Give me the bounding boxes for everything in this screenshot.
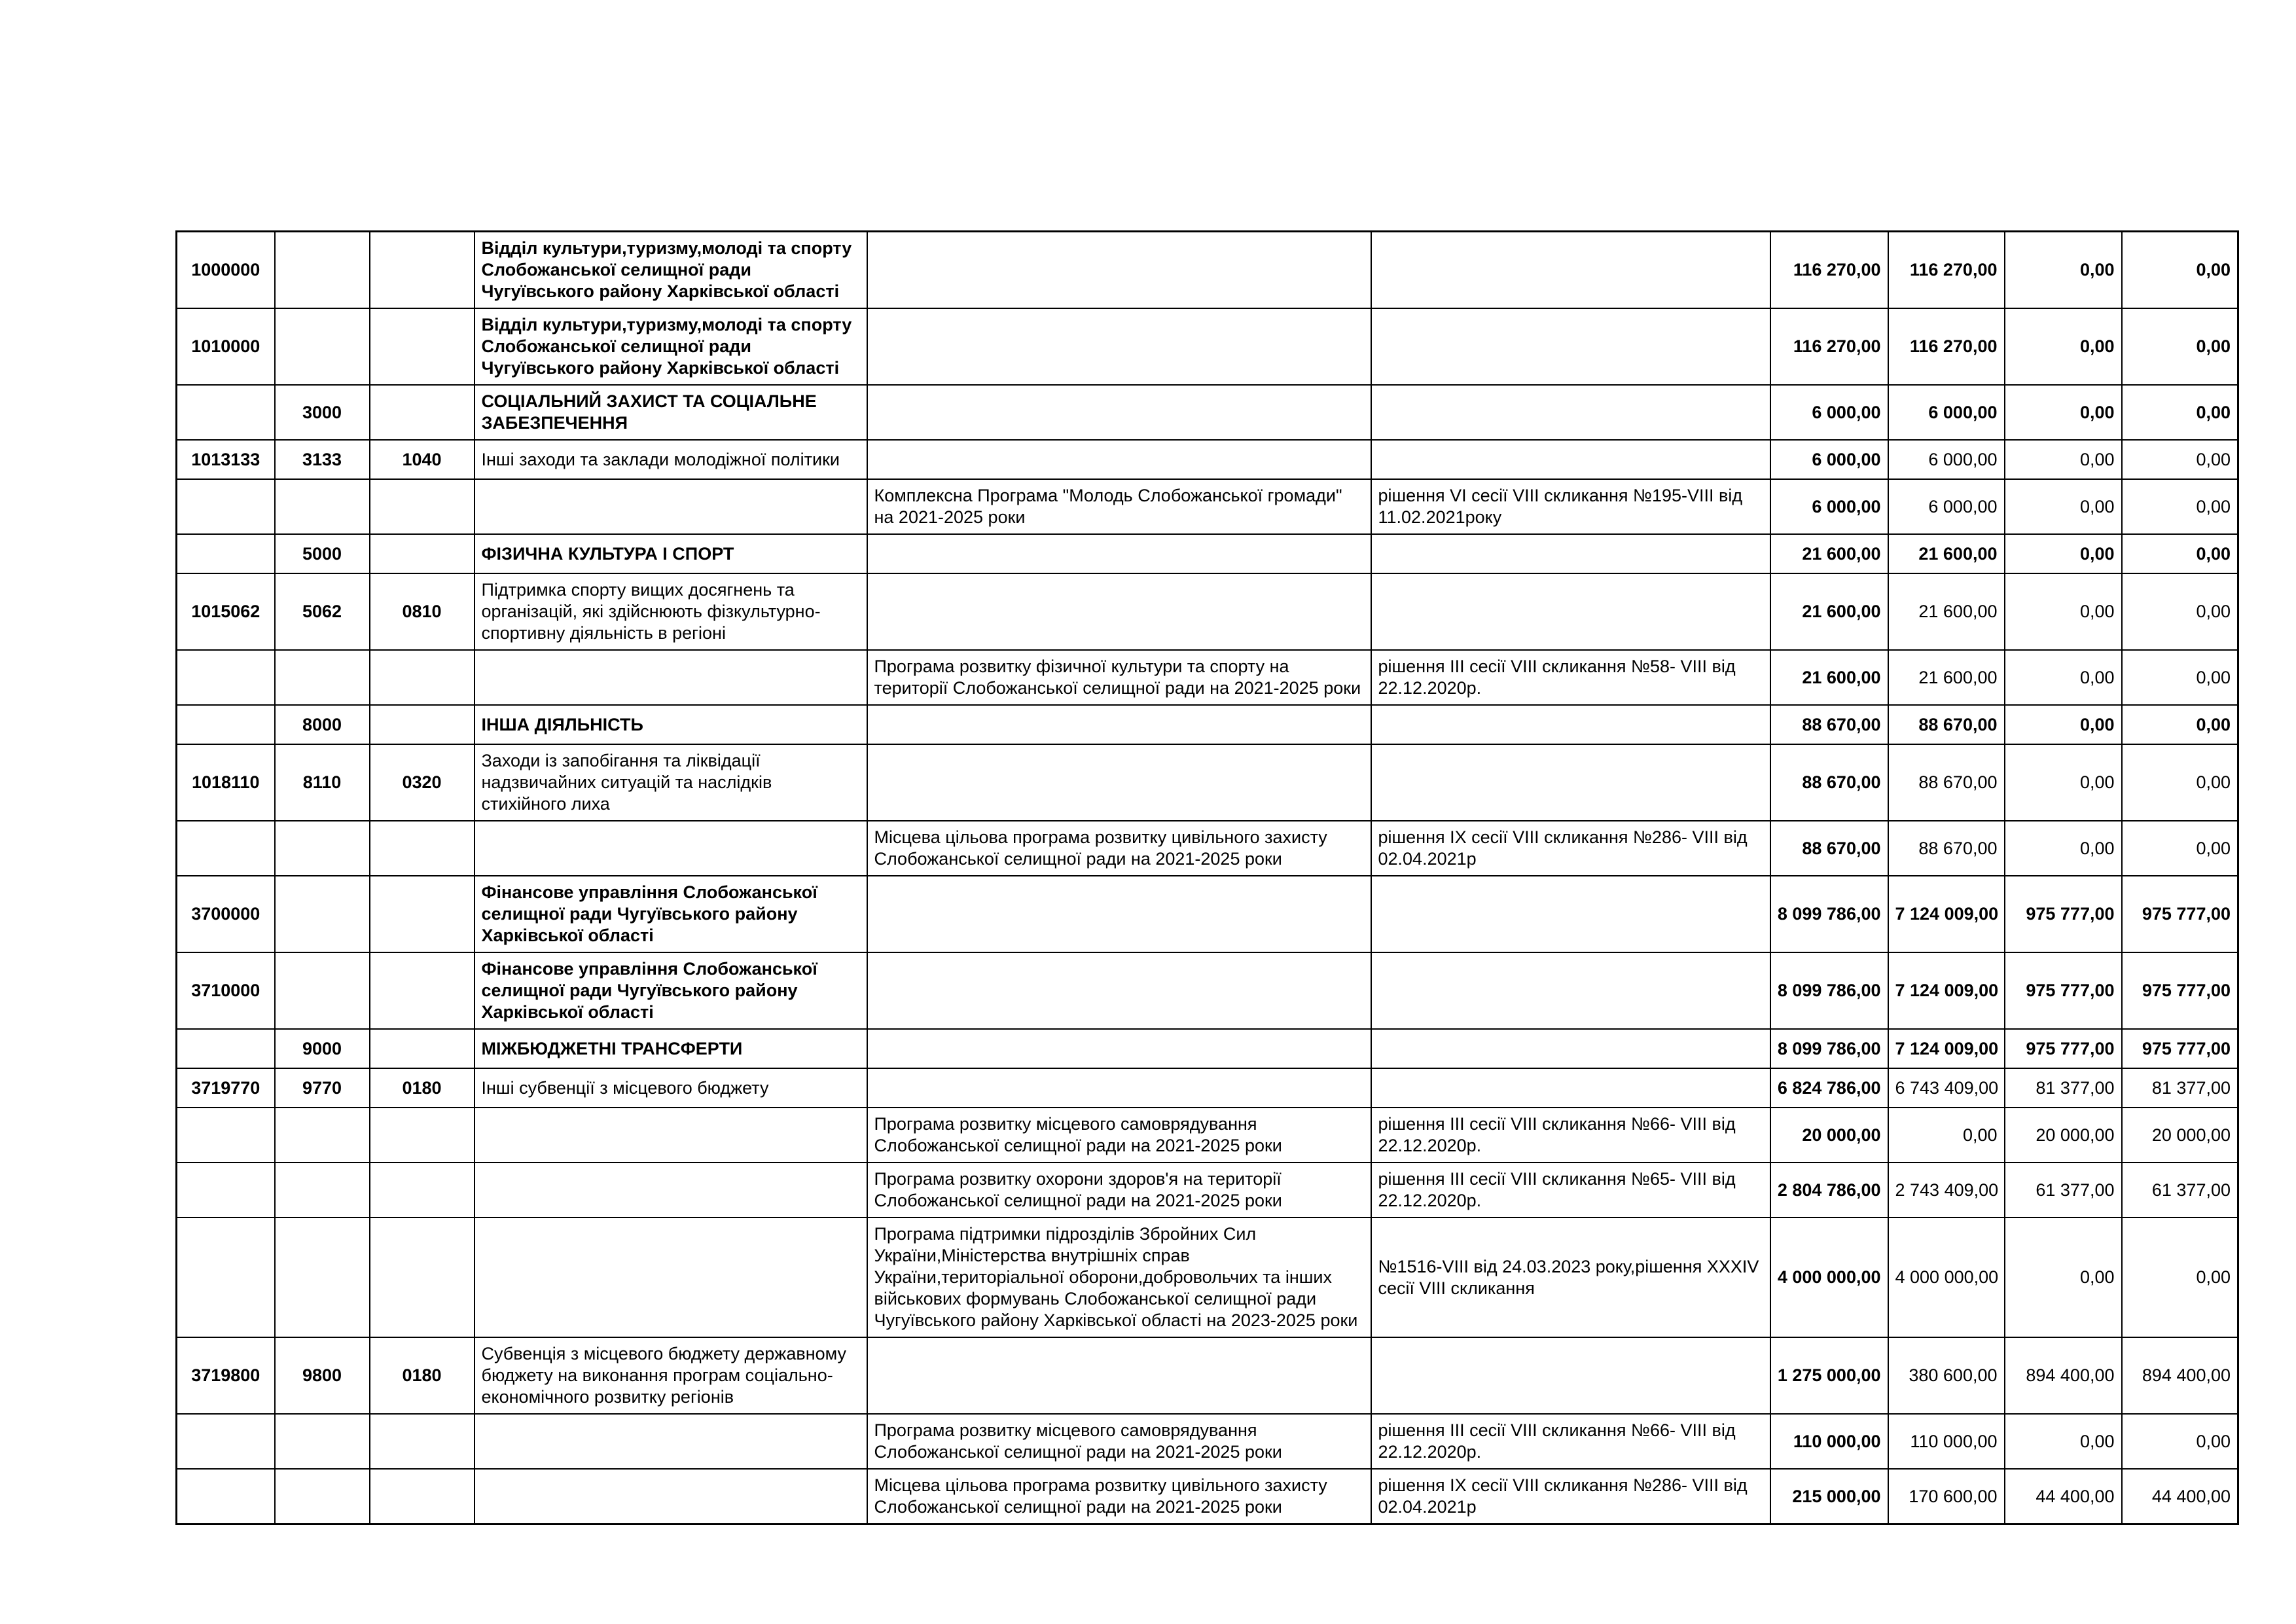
cell-program: Програма розвитку місцевого самоврядування Слобожанської селищної ради на 2021-2025 роки (867, 1108, 1371, 1163)
cell-code1 (177, 1218, 275, 1337)
table-row (177, 479, 2238, 534)
cell-program: Програма розвитку фізичної культури та спорту на території Слобожанської селищної ради на 2021-2025 роки (867, 650, 1371, 705)
cell-v3: 975 777,00 (2005, 1029, 2122, 1068)
table-row (177, 534, 2238, 573)
cell-v1: 20 000,00 (1770, 1108, 1888, 1163)
cell-v2: 7 124 009,00 (1888, 952, 2005, 1029)
cell-code3 (370, 232, 475, 309)
table-row (177, 573, 2238, 650)
cell-code1 (177, 705, 275, 744)
cell-name (475, 1218, 867, 1337)
cell-code3 (370, 534, 475, 573)
cell-code3 (370, 385, 475, 440)
cell-v1: 1 275 000,00 (1770, 1337, 1888, 1414)
cell-code2 (275, 876, 370, 952)
cell-name (475, 1163, 867, 1218)
cell-v1: 88 670,00 (1770, 744, 1888, 821)
cell-code3 (370, 1414, 475, 1469)
cell-decision (1371, 232, 1770, 309)
cell-v2: 88 670,00 (1888, 705, 2005, 744)
cell-v1: 6 000,00 (1770, 440, 1888, 479)
cell-code3: 0810 (370, 573, 475, 650)
cell-v3: 0,00 (2005, 479, 2122, 534)
cell-v4: 975 777,00 (2122, 1029, 2238, 1068)
cell-v2: 7 124 009,00 (1888, 876, 2005, 952)
cell-v1: 88 670,00 (1770, 705, 1888, 744)
cell-v3: 20 000,00 (2005, 1108, 2122, 1163)
cell-v3: 61 377,00 (2005, 1163, 2122, 1218)
cell-program (867, 573, 1371, 650)
cell-name: Відділ культури,туризму,молоді та спорту Слобожанської селищної ради Чугуївського району Харківської області (475, 308, 867, 385)
cell-decision (1371, 385, 1770, 440)
cell-program: Програма розвитку місцевого самоврядування Слобожанської селищної ради на 2021-2025 роки (867, 1414, 1371, 1469)
cell-name: Заходи із запобігання та ліквідації надзвичайних ситуацій та наслідків стихійного лиха (475, 744, 867, 821)
cell-v4: 0,00 (2122, 650, 2238, 705)
cell-code1: 1018110 (177, 744, 275, 821)
cell-code3 (370, 1108, 475, 1163)
cell-code1 (177, 1414, 275, 1469)
cell-v2: 21 600,00 (1888, 573, 2005, 650)
cell-program (867, 952, 1371, 1029)
cell-v4: 894 400,00 (2122, 1337, 2238, 1414)
cell-v2: 0,00 (1888, 1108, 2005, 1163)
cell-decision: рішення III сесії VIII скликання №66- VIII від 22.12.2020р. (1371, 1108, 1770, 1163)
cell-code1: 3719800 (177, 1337, 275, 1414)
cell-v4: 0,00 (2122, 479, 2238, 534)
cell-v1: 21 600,00 (1770, 650, 1888, 705)
cell-v2: 21 600,00 (1888, 534, 2005, 573)
cell-v4: 0,00 (2122, 573, 2238, 650)
cell-code2 (275, 232, 370, 309)
cell-program: Програма підтримки підрозділів Збройних Сил України,Міністерства внутрішніх справ України,територіальної оборони,добровольчих та інших військових формувань Слобожанської селищної ради Чугуївського району Харківської області на 2023-2025 роки (867, 1218, 1371, 1337)
cell-name: МІЖБЮДЖЕТНІ ТРАНСФЕРТИ (475, 1029, 867, 1068)
cell-program (867, 744, 1371, 821)
table-row (177, 1469, 2238, 1525)
cell-code1 (177, 650, 275, 705)
cell-code3: 0180 (370, 1337, 475, 1414)
cell-code3: 0180 (370, 1068, 475, 1108)
cell-decision: №1516-VIII від 24.03.2023 року,рішення XXXIV сесії VIII скликання (1371, 1218, 1770, 1337)
cell-decision (1371, 440, 1770, 479)
table-row (177, 876, 2238, 952)
cell-v1: 6 000,00 (1770, 479, 1888, 534)
cell-code3 (370, 1163, 475, 1218)
cell-name (475, 1469, 867, 1525)
cell-v2: 21 600,00 (1888, 650, 2005, 705)
cell-program (867, 705, 1371, 744)
cell-program (867, 1068, 1371, 1108)
cell-v2: 4 000 000,00 (1888, 1218, 2005, 1337)
cell-v4: 0,00 (2122, 744, 2238, 821)
cell-v4: 20 000,00 (2122, 1108, 2238, 1163)
cell-v1: 21 600,00 (1770, 534, 1888, 573)
cell-v4: 0,00 (2122, 385, 2238, 440)
cell-code1: 3710000 (177, 952, 275, 1029)
cell-code3 (370, 1218, 475, 1337)
cell-v2: 116 270,00 (1888, 232, 2005, 309)
budget-table-body (177, 232, 2238, 1525)
table-row (177, 1068, 2238, 1108)
cell-v2: 2 743 409,00 (1888, 1163, 2005, 1218)
cell-v1: 6 000,00 (1770, 385, 1888, 440)
cell-program: Комплексна Програма "Молодь Слобожанської громади" на 2021-2025 роки (867, 479, 1371, 534)
cell-v4: 0,00 (2122, 534, 2238, 573)
table-row (177, 232, 2238, 309)
cell-v2: 6 000,00 (1888, 385, 2005, 440)
cell-program (867, 308, 1371, 385)
cell-v4: 0,00 (2122, 705, 2238, 744)
table-row (177, 1414, 2238, 1469)
cell-v2: 6 743 409,00 (1888, 1068, 2005, 1108)
cell-v3: 0,00 (2005, 573, 2122, 650)
cell-v3: 0,00 (2005, 821, 2122, 876)
cell-decision (1371, 705, 1770, 744)
table-row (177, 440, 2238, 479)
cell-code2 (275, 479, 370, 534)
cell-v3: 44 400,00 (2005, 1469, 2122, 1525)
cell-code2 (275, 1108, 370, 1163)
cell-name: ІНША ДІЯЛЬНІСТЬ (475, 705, 867, 744)
cell-program (867, 385, 1371, 440)
cell-v2: 7 124 009,00 (1888, 1029, 2005, 1068)
cell-name: Підтримка спорту вищих досягнень та організацій, які здійснюють фізкультурно-спортивну діяльність в регіоні (475, 573, 867, 650)
cell-code3 (370, 705, 475, 744)
cell-v3: 0,00 (2005, 232, 2122, 309)
cell-code3: 0320 (370, 744, 475, 821)
cell-program (867, 1337, 1371, 1414)
cell-code2: 9000 (275, 1029, 370, 1068)
cell-decision (1371, 1068, 1770, 1108)
cell-program (867, 876, 1371, 952)
cell-v3: 81 377,00 (2005, 1068, 2122, 1108)
cell-v3: 894 400,00 (2005, 1337, 2122, 1414)
cell-name: Фінансове управління Слобожанської селищної ради Чугуївського району Харківської області (475, 876, 867, 952)
cell-code2: 9800 (275, 1337, 370, 1414)
cell-v1: 4 000 000,00 (1770, 1218, 1888, 1337)
cell-code2 (275, 650, 370, 705)
cell-v4: 0,00 (2122, 308, 2238, 385)
cell-decision (1371, 1337, 1770, 1414)
cell-code1: 1010000 (177, 308, 275, 385)
cell-v1: 21 600,00 (1770, 573, 1888, 650)
cell-code2 (275, 1163, 370, 1218)
cell-v1: 8 099 786,00 (1770, 876, 1888, 952)
cell-code2: 8000 (275, 705, 370, 744)
cell-decision: рішення III сесії VIII скликання №66- VIII від 22.12.2020р. (1371, 1414, 1770, 1469)
cell-code2: 5062 (275, 573, 370, 650)
cell-name: Субвенція з місцевого бюджету державному бюджету на виконання програм соціально-економічного розвитку регіонів (475, 1337, 867, 1414)
cell-code3 (370, 876, 475, 952)
cell-v4: 44 400,00 (2122, 1469, 2238, 1525)
cell-v1: 8 099 786,00 (1770, 952, 1888, 1029)
cell-v4: 61 377,00 (2122, 1163, 2238, 1218)
cell-code2: 9770 (275, 1068, 370, 1108)
cell-code1: 1013133 (177, 440, 275, 479)
cell-code2: 5000 (275, 534, 370, 573)
cell-decision: рішення IX сесії VIII скликання №286- VIII від 02.04.2021р (1371, 1469, 1770, 1525)
cell-code1: 3719770 (177, 1068, 275, 1108)
table-row (177, 705, 2238, 744)
cell-program (867, 440, 1371, 479)
cell-v3: 975 777,00 (2005, 952, 2122, 1029)
cell-v4: 81 377,00 (2122, 1068, 2238, 1108)
table-row (177, 650, 2238, 705)
table-row (177, 385, 2238, 440)
table-row (177, 1218, 2238, 1337)
cell-code1: 3700000 (177, 876, 275, 952)
cell-name: Інші заходи та заклади молодіжної політики (475, 440, 867, 479)
cell-code3: 1040 (370, 440, 475, 479)
cell-decision: рішення VI сесії VIII скликання №195-VIII від 11.02.2021року (1371, 479, 1770, 534)
cell-name (475, 1108, 867, 1163)
table-row (177, 952, 2238, 1029)
budget-table (175, 230, 2239, 1525)
cell-code1: 1000000 (177, 232, 275, 309)
cell-decision (1371, 744, 1770, 821)
cell-v3: 0,00 (2005, 385, 2122, 440)
cell-name (475, 1414, 867, 1469)
cell-code3 (370, 650, 475, 705)
cell-code3 (370, 308, 475, 385)
cell-name (475, 650, 867, 705)
cell-code1 (177, 385, 275, 440)
cell-program: Місцева цільова програма розвитку цивільного захисту Слобожанської селищної ради на 2021-2025 роки (867, 1469, 1371, 1525)
cell-v4: 0,00 (2122, 1414, 2238, 1469)
cell-code1 (177, 821, 275, 876)
cell-v1: 116 270,00 (1770, 232, 1888, 309)
cell-decision: рішення IX сесії VIII скликання №286- VIII від 02.04.2021р (1371, 821, 1770, 876)
cell-v1: 116 270,00 (1770, 308, 1888, 385)
cell-program: Місцева цільова програма розвитку цивільного захисту Слобожанської селищної ради на 2021-2025 роки (867, 821, 1371, 876)
cell-program (867, 534, 1371, 573)
cell-v4: 0,00 (2122, 440, 2238, 479)
cell-code3 (370, 1029, 475, 1068)
cell-v2: 380 600,00 (1888, 1337, 2005, 1414)
table-row (177, 1337, 2238, 1414)
table-row (177, 1163, 2238, 1218)
table-row (177, 1108, 2238, 1163)
cell-v1: 8 099 786,00 (1770, 1029, 1888, 1068)
cell-name (475, 479, 867, 534)
cell-v1: 6 824 786,00 (1770, 1068, 1888, 1108)
cell-code2 (275, 952, 370, 1029)
cell-code3 (370, 1469, 475, 1525)
cell-code1 (177, 534, 275, 573)
cell-name: ФІЗИЧНА КУЛЬТУРА І СПОРТ (475, 534, 867, 573)
cell-v3: 0,00 (2005, 705, 2122, 744)
cell-program (867, 1029, 1371, 1068)
cell-code1 (177, 1108, 275, 1163)
cell-v3: 0,00 (2005, 1414, 2122, 1469)
cell-program (867, 232, 1371, 309)
cell-v4: 0,00 (2122, 821, 2238, 876)
cell-v3: 0,00 (2005, 1218, 2122, 1337)
cell-v2: 88 670,00 (1888, 744, 2005, 821)
cell-v3: 0,00 (2005, 308, 2122, 385)
cell-v4: 975 777,00 (2122, 952, 2238, 1029)
table-row (177, 1029, 2238, 1068)
cell-decision: рішення III сесії VIII скликання №65- VIII від 22.12.2020р. (1371, 1163, 1770, 1218)
table-row (177, 308, 2238, 385)
cell-name (475, 821, 867, 876)
cell-name: СОЦІАЛЬНИЙ ЗАХИСТ ТА СОЦІАЛЬНЕ ЗАБЕЗПЕЧЕННЯ (475, 385, 867, 440)
cell-decision (1371, 1029, 1770, 1068)
cell-code3 (370, 821, 475, 876)
cell-v4: 0,00 (2122, 232, 2238, 309)
cell-code1: 1015062 (177, 573, 275, 650)
cell-v2: 6 000,00 (1888, 440, 2005, 479)
cell-v2: 170 600,00 (1888, 1469, 2005, 1525)
cell-code2 (275, 1414, 370, 1469)
cell-v4: 975 777,00 (2122, 876, 2238, 952)
cell-v2: 110 000,00 (1888, 1414, 2005, 1469)
cell-code2 (275, 308, 370, 385)
cell-v1: 110 000,00 (1770, 1414, 1888, 1469)
cell-v3: 0,00 (2005, 744, 2122, 821)
cell-v1: 2 804 786,00 (1770, 1163, 1888, 1218)
cell-v1: 88 670,00 (1770, 821, 1888, 876)
cell-v2: 88 670,00 (1888, 821, 2005, 876)
cell-code2: 8110 (275, 744, 370, 821)
cell-decision (1371, 876, 1770, 952)
cell-code2 (275, 1469, 370, 1525)
table-row (177, 744, 2238, 821)
cell-name: Відділ культури,туризму,молоді та спорту Слобожанської селищної ради Чугуївського району Харківської області (475, 232, 867, 309)
cell-code2: 3000 (275, 385, 370, 440)
cell-code1 (177, 479, 275, 534)
cell-program: Програма розвитку охорони здоров'я на території Слобожанської селищної ради на 2021-2025 роки (867, 1163, 1371, 1218)
table-row (177, 821, 2238, 876)
cell-v3: 0,00 (2005, 534, 2122, 573)
cell-code1 (177, 1469, 275, 1525)
cell-decision: рішення III сесії VIII скликання №58- VIII від 22.12.2020р. (1371, 650, 1770, 705)
cell-v4: 0,00 (2122, 1218, 2238, 1337)
cell-code3 (370, 952, 475, 1029)
cell-code1 (177, 1029, 275, 1068)
cell-v3: 0,00 (2005, 440, 2122, 479)
cell-v3: 0,00 (2005, 650, 2122, 705)
cell-name: Фінансове управління Слобожанської селищної ради Чугуївського району Харківської області (475, 952, 867, 1029)
cell-decision (1371, 952, 1770, 1029)
cell-code2 (275, 1218, 370, 1337)
cell-decision (1371, 308, 1770, 385)
cell-v2: 116 270,00 (1888, 308, 2005, 385)
cell-code2 (275, 821, 370, 876)
cell-v3: 975 777,00 (2005, 876, 2122, 952)
cell-name: Інші субвенції з місцевого бюджету (475, 1068, 867, 1108)
cell-code3 (370, 479, 475, 534)
cell-decision (1371, 573, 1770, 650)
cell-code2: 3133 (275, 440, 370, 479)
cell-v1: 215 000,00 (1770, 1469, 1888, 1525)
cell-code1 (177, 1163, 275, 1218)
cell-v2: 6 000,00 (1888, 479, 2005, 534)
cell-decision (1371, 534, 1770, 573)
